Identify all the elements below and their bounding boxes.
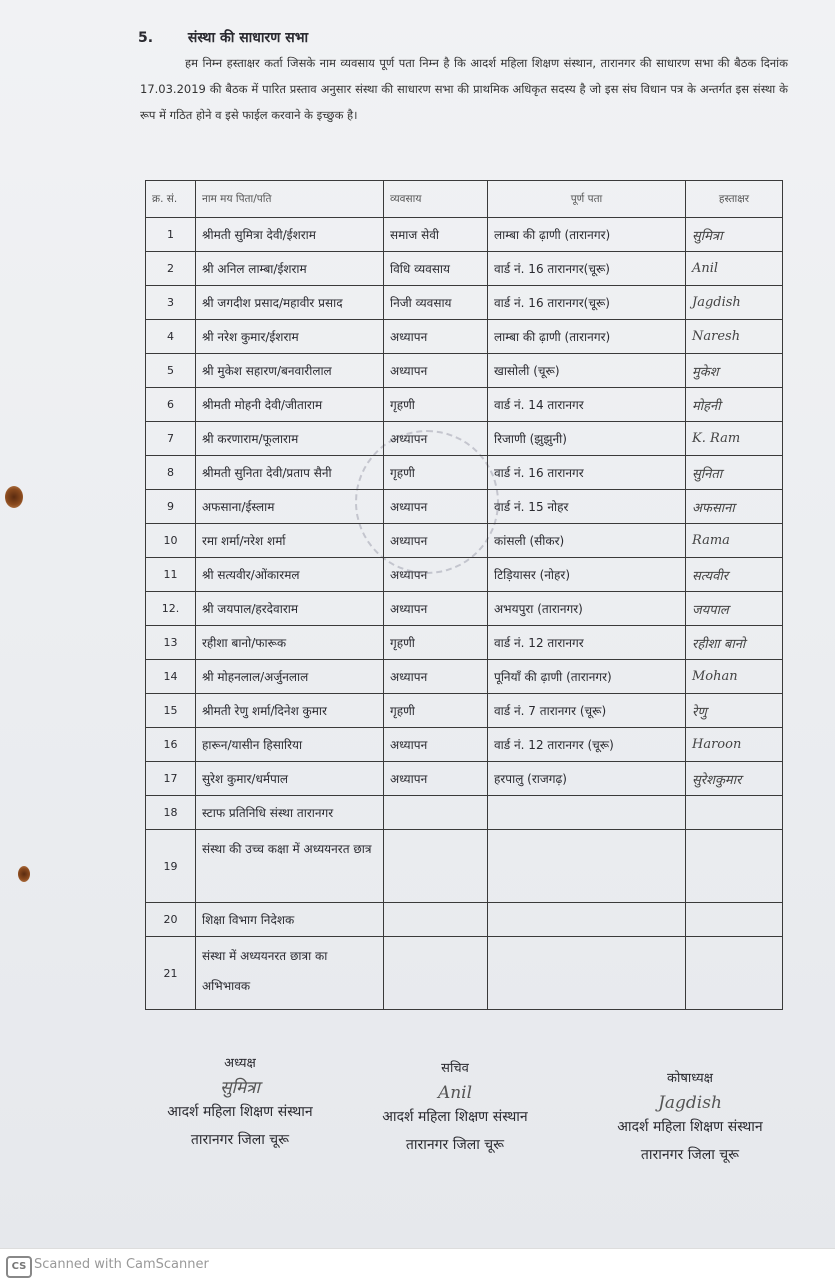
cell-serial: 14	[146, 660, 196, 694]
cell-address: वार्ड नं. 16 तारानगर(चूरू)	[488, 252, 686, 286]
cell-name: श्री करणाराम/फूलाराम	[196, 422, 384, 456]
signatory-president	[140, 1050, 340, 1154]
cell-address	[488, 796, 686, 830]
signatory-org: आदर्श महिला शिक्षण संस्थान	[167, 1104, 313, 1120]
cell-address: पूनियाँ की ढ़ाणी (तारानगर)	[488, 660, 686, 694]
cell-signature: Anil	[686, 252, 783, 286]
signatory-role: सचिव	[441, 1061, 469, 1076]
table-header-row	[146, 181, 783, 218]
signature-scrawl: Anil	[437, 1083, 473, 1103]
cell-address: रिजाणी (झुझुनी)	[488, 422, 686, 456]
cell-signature: सत्यवीर	[686, 558, 783, 592]
cell-name: अफसाना/ईस्लाम	[196, 490, 384, 524]
signature-scrawl: सुमित्रा	[220, 1078, 260, 1098]
table-row	[146, 694, 783, 728]
cell-address: अभयपुरा (तारानगर)	[488, 592, 686, 626]
cell-signature: सुरेशकुमार	[686, 762, 783, 796]
cell-occupation: अध्यापन	[384, 592, 488, 626]
cell-serial: 1	[146, 218, 196, 252]
cell-occupation: गृहणी	[384, 456, 488, 490]
cell-occupation: गृहणी	[384, 388, 488, 422]
cell-name: रहीशा बानो/फारूक	[196, 626, 384, 660]
table-row	[146, 903, 783, 937]
intro-paragraph: हम निम्न हस्ताक्षर कर्ता जिसके नाम व्यवसाय पूर्ण पता निम्न है कि आदर्श महिला शिक्षण संस्थान, तारानगर की साधारण सभा की बैठक दिनांक 17.03.2019 की बैठक में पारित प्रस्ताव अनुसार संस्था की साधारण सभा की प्राथमिक अधिकृत सदस्य है जो इस संघ विधान पत्र के अन्तर्गत इस संस्था के रूप में गठित होने व इसे फाईल करवाने के इच्छुक है।	[140, 56, 788, 122]
table-row	[146, 354, 783, 388]
cell-address: वार्ड नं. 16 तारानगर(चूरू)	[488, 286, 686, 320]
table-row	[146, 660, 783, 694]
cell-name: श्रीमती मोहनी देवी/जीताराम	[196, 388, 384, 422]
cell-occupation: निजी व्यवसाय	[384, 286, 488, 320]
signatory-org: आदर्श महिला शिक्षण संस्थान	[382, 1109, 528, 1125]
cell-serial: 21	[146, 937, 196, 1010]
cell-address	[488, 830, 686, 903]
cell-address	[488, 903, 686, 937]
cell-occupation	[384, 796, 488, 830]
signatory-secretary	[355, 1055, 555, 1159]
cell-signature: Mohan	[686, 660, 783, 694]
cell-occupation: समाज सेवी	[384, 218, 488, 252]
cell-signature: सुनिता	[686, 456, 783, 490]
signatory-org: आदर्श महिला शिक्षण संस्थान	[617, 1119, 763, 1135]
cell-occupation	[384, 903, 488, 937]
header-serial: क्र. सं.	[146, 181, 196, 218]
cell-signature: Naresh	[686, 320, 783, 354]
table-body	[146, 218, 783, 1010]
section-title: संस्था की साधारण सभा	[187, 30, 309, 46]
cell-serial: 9	[146, 490, 196, 524]
cell-serial: 17	[146, 762, 196, 796]
cell-serial: 16	[146, 728, 196, 762]
cell-occupation: विधि व्यवसाय	[384, 252, 488, 286]
cell-serial: 6	[146, 388, 196, 422]
table-row	[146, 728, 783, 762]
punch-hole	[5, 486, 23, 508]
cell-occupation: गृहणी	[384, 694, 488, 728]
cell-occupation: अध्यापन	[384, 422, 488, 456]
cell-signature: सुमित्रा	[686, 218, 783, 252]
cell-address: वार्ड नं. 7 तारानगर (चूरू)	[488, 694, 686, 728]
table-row	[146, 490, 783, 524]
cell-signature	[686, 796, 783, 830]
table-row	[146, 558, 783, 592]
cell-name: संस्था की उच्च कक्षा में अध्ययनरत छात्र	[196, 830, 384, 903]
cell-name: श्री मोहनलाल/अर्जुनलाल	[196, 660, 384, 694]
cell-name: श्री जगदीश प्रसाद/महावीर प्रसाद	[196, 286, 384, 320]
camscanner-watermark	[0, 1248, 835, 1281]
cell-address: लाम्बा की ढ़ाणी (तारानगर)	[488, 218, 686, 252]
cell-name: स्टाफ प्रतिनिधि संस्था तारानगर	[196, 796, 384, 830]
cell-occupation: अध्यापन	[384, 490, 488, 524]
cell-signature	[686, 830, 783, 903]
cell-occupation: अध्यापन	[384, 762, 488, 796]
table-row	[146, 388, 783, 422]
cell-name: श्रीमती सुनिता देवी/प्रताप सैनी	[196, 456, 384, 490]
cell-serial: 10	[146, 524, 196, 558]
watermark-text: Scanned with CamScanner	[34, 1257, 209, 1272]
cell-address: वार्ड नं. 12 तारानगर (चूरू)	[488, 728, 686, 762]
cell-address: खासोली (चूरू)	[488, 354, 686, 388]
signatory-place: तारानगर जिला चूरू	[190, 1132, 290, 1148]
cell-occupation: अध्यापन	[384, 524, 488, 558]
table-row	[146, 796, 783, 830]
cell-name: श्रीमती सुमित्रा देवी/ईशराम	[196, 218, 384, 252]
cell-serial: 13	[146, 626, 196, 660]
cell-occupation: अध्यापन	[384, 320, 488, 354]
cell-serial: 3	[146, 286, 196, 320]
cell-serial: 8	[146, 456, 196, 490]
cell-name: संस्था में अध्ययनरत छात्रा का अभिभावक	[196, 937, 384, 1010]
cell-address: वार्ड नं. 15 नोहर	[488, 490, 686, 524]
header-name: नाम मय पिता/पति	[196, 181, 384, 218]
cell-signature	[686, 937, 783, 1010]
cell-signature: Jagdish	[686, 286, 783, 320]
cell-serial: 5	[146, 354, 196, 388]
cell-occupation	[384, 937, 488, 1010]
cell-name: श्री नरेश कुमार/ईशराम	[196, 320, 384, 354]
table-row	[146, 626, 783, 660]
section-number: 5.	[138, 30, 154, 46]
cell-address: वार्ड नं. 12 तारानगर	[488, 626, 686, 660]
header-signature: हस्ताक्षर	[686, 181, 783, 218]
section-heading	[138, 28, 308, 47]
cell-name: रमा शर्मा/नरेश शर्मा	[196, 524, 384, 558]
cell-name: श्री मुकेश सहारण/बनवारीलाल	[196, 354, 384, 388]
cell-address: वार्ड नं. 16 तारानगर	[488, 456, 686, 490]
members-table	[145, 180, 783, 1010]
cell-signature: अफसाना	[686, 490, 783, 524]
cell-address: लाम्बा की ढ़ाणी (तारानगर)	[488, 320, 686, 354]
cell-occupation: अध्यापन	[384, 660, 488, 694]
signatory-treasurer	[590, 1065, 790, 1169]
table-row	[146, 830, 783, 903]
cell-name: शिक्षा विभाग निदेशक	[196, 903, 384, 937]
cell-address	[488, 937, 686, 1010]
cell-address: कांसली (सीकर)	[488, 524, 686, 558]
cell-address: टिड़ियासर (नोहर)	[488, 558, 686, 592]
cell-signature: मुकेश	[686, 354, 783, 388]
cell-name: श्री जयपाल/हरदेवाराम	[196, 592, 384, 626]
cell-serial: 4	[146, 320, 196, 354]
cell-serial: 15	[146, 694, 196, 728]
table-row	[146, 422, 783, 456]
table-row	[146, 762, 783, 796]
cell-name: श्री सत्यवीर/ओंकारमल	[196, 558, 384, 592]
punch-hole	[18, 866, 30, 882]
cell-signature: K. Ram	[686, 422, 783, 456]
cell-signature: रेणु	[686, 694, 783, 728]
table-row	[146, 218, 783, 252]
table-row	[146, 320, 783, 354]
signatory-role: कोषाध्यक्ष	[667, 1071, 713, 1086]
header-occupation: व्यवसाय	[384, 181, 488, 218]
cell-signature: जयपाल	[686, 592, 783, 626]
cell-occupation: अध्यापन	[384, 728, 488, 762]
cell-occupation: अध्यापन	[384, 558, 488, 592]
cell-serial: 2	[146, 252, 196, 286]
table-row	[146, 524, 783, 558]
cell-serial: 18	[146, 796, 196, 830]
table-row	[146, 937, 783, 1010]
table-row	[146, 252, 783, 286]
cell-signature	[686, 903, 783, 937]
cell-serial: 11	[146, 558, 196, 592]
signatory-place: तारानगर जिला चूरू	[405, 1137, 505, 1153]
cell-address: वार्ड नं. 14 तारानगर	[488, 388, 686, 422]
cell-signature: Haroon	[686, 728, 783, 762]
cell-signature: रहीशा बानो	[686, 626, 783, 660]
signature-scrawl: Jagdish	[658, 1093, 722, 1113]
cell-name: सुरेश कुमार/धर्मपाल	[196, 762, 384, 796]
cell-signature: Rama	[686, 524, 783, 558]
cell-signature: मोहनी	[686, 388, 783, 422]
cell-address: हरपालु (राजगढ़)	[488, 762, 686, 796]
cell-occupation: गृहणी	[384, 626, 488, 660]
cell-name: श्री अनिल लाम्बा/ईशराम	[196, 252, 384, 286]
cell-name: श्रीमती रेणु शर्मा/दिनेश कुमार	[196, 694, 384, 728]
header-address: पूर्ण पता	[488, 181, 686, 218]
cell-serial: 12.	[146, 592, 196, 626]
table-row	[146, 592, 783, 626]
signatory-role: अध्यक्ष	[224, 1056, 256, 1071]
cell-occupation: अध्यापन	[384, 354, 488, 388]
camscanner-logo-icon: CS	[6, 1256, 32, 1278]
cell-serial: 19	[146, 830, 196, 903]
cell-name: हारून/यासीन हिसारिया	[196, 728, 384, 762]
cell-serial: 7	[146, 422, 196, 456]
table-row	[146, 456, 783, 490]
signatory-place: तारानगर जिला चूरू	[640, 1147, 740, 1163]
cell-occupation	[384, 830, 488, 903]
cell-serial: 20	[146, 903, 196, 937]
table-row	[146, 286, 783, 320]
